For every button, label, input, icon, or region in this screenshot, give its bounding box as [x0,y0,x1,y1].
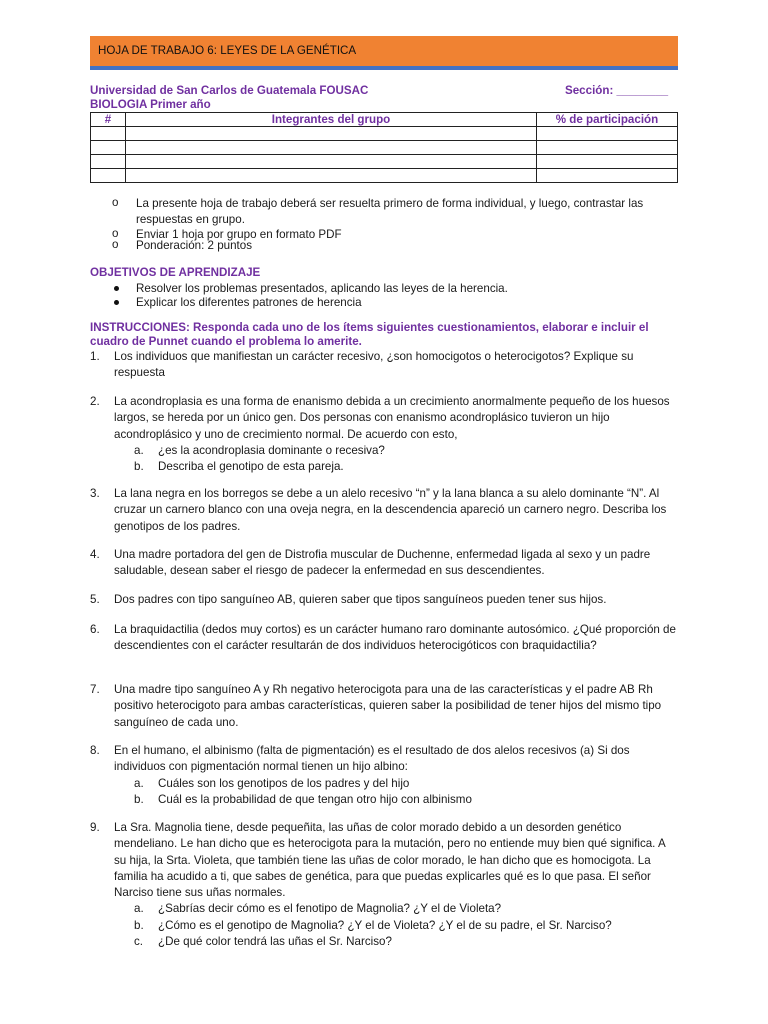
question-text: La Sra. Magnolia tiene, desde pequeñita, las uñas de color morado debido a un desorden genético mendeliano. Le han dicho que es heterocigota para la mutación, pero no entiende muy bien qué significa. A su hija, la Srta. Violeta, que también tiene las uñas de color morado, le han dicho que es homocigota. La familia ha acudido a ti, que sabes de genética, para que puedas explicarles qué es lo que pasa. El señor Narciso tiene sus uñas normales. [114,821,666,900]
col-participation-header: % de participación [537,113,678,127]
bullet-dot-icon [114,300,119,305]
objective-text: Explicar los diferentes patrones de herencia [136,296,362,309]
sub-item [134,459,678,475]
sub-letter: a. [134,902,144,916]
sub-text: Cuál es la probabilidad de que tengan otro hijo con albinismo [158,792,472,806]
sub-item [134,776,678,792]
question-text: Una madre tipo sanguíneo A y Rh negativo heterocigota para una de las características y el padre AB Rh positivo heterocigoto para ambas características, quieren saber la posibilidad de tener hijos del mismo tipo sanguíneo de cada uno. [114,683,662,729]
table-header-row [91,113,678,127]
question-number: 6. [90,623,100,636]
sub-text: Describa el genotipo de esta pareja. [158,460,344,474]
bullet-dot-icon [114,286,119,291]
sub-item [134,443,678,459]
question-number: 8. [90,744,100,757]
objective-text: Resolver los problemas presentados, aplicando las leyes de la herencia. [136,282,508,295]
question-text: Los individuos que manifiestan un carácter recesivo, ¿son homocigotos o heterocigotos? Explique su respuesta [114,350,634,380]
table-cell[interactable] [537,127,678,141]
question-text: La braquidactilia (dedos muy cortos) es un carácter humano raro dominante autosómico. ¿Qué proporción de descendientes con el carácter resultarán de dos individuos heterocigóticos con braquidactilia? [114,623,676,653]
question-number: 5. [90,593,100,606]
question-number: 1. [90,350,100,363]
note-text: Ponderación: 2 puntos [136,239,253,252]
table-row [91,155,678,169]
table-cell[interactable] [91,169,126,183]
sub-letter: a. [134,776,144,790]
question-text: En el humano, el albinismo (falta de pigmentación) es el resultado de dos alelos recesivos (a) Si dos individuos con pigmentación normal tienen un hijo albino: [114,744,630,774]
table-cell[interactable] [126,141,537,155]
sub-item [134,901,678,917]
sub-item [134,918,678,934]
sub-letter: a. [134,443,144,457]
question-number: 2. [90,395,100,408]
question-number: 3. [90,487,100,500]
col-members-header: Integrantes del grupo [126,113,537,127]
table-row [91,169,678,183]
course-name: BIOLOGIA Primer año [90,98,211,111]
table-cell[interactable] [537,141,678,155]
table-row [91,127,678,141]
note-text: Enviar 1 hoja por grupo en formato PDF [136,228,342,241]
sub-letter: b. [134,460,144,474]
instructions-line-1: INSTRUCCIONES: Responda cada uno de los ítems siguientes cuestionamientos, elaborar e incluir el [90,321,649,334]
table-cell[interactable] [537,155,678,169]
table-cell[interactable] [126,155,537,169]
section-field: Sección: ________ [565,84,669,97]
table-cell[interactable] [91,141,126,155]
question-text: Una madre portadora del gen de Distrofia muscular de Duchenne, enfermedad ligada al sexo y un padre saludable, desean saber el riesgo de padecer la enfermedad en sus descendientes. [114,548,651,578]
table-cell[interactable] [126,169,537,183]
sub-text: ¿es la acondroplasia dominante o recesiva? [158,443,385,457]
table-cell[interactable] [537,169,678,183]
sub-letter: c. [134,935,144,949]
circle-bullet-icon: o [112,227,119,240]
question-number: 7. [90,683,100,696]
question-number: 4. [90,548,100,561]
university-name: Universidad de San Carlos de Guatemala FOUSAC [90,84,369,97]
table-cell[interactable] [91,127,126,141]
sub-text: ¿De qué color tendrá las uñas el Sr. Narciso? [158,935,392,949]
group-members-table [90,112,678,183]
sub-text: ¿Sabrías decir cómo es el fenotipo de Magnolia? ¿Y el de Violeta? [158,902,502,916]
question-text: La acondroplasia es una forma de enanismo debida a un crecimiento anormalmente pequeño de los huesos largos, se hereda por un único gen. Dos personas con enanismo acondroplásico tuvieron un hijo acondroplásico y uno de crecimiento normal. De acuerdo con esto, [114,395,670,441]
question-number: 9. [90,821,100,834]
sub-text: ¿Cómo es el genotipo de Magnolia? ¿Y el de Violeta? ¿Y el de su padre, el Sr. Narciso? [158,918,612,932]
sub-letter: b. [134,918,144,932]
question-text: Dos padres con tipo sanguíneo AB, quieren saber que tipos sanguíneos pueden tener sus hijos. [114,593,607,606]
note-text: La presente hoja de trabajo deberá ser resuelta primero de forma individual, y luego, contrastar las respuestas en grupo. [136,197,644,226]
header-banner [90,36,678,70]
worksheet-title: HOJA DE TRABAJO 6: LEYES DE LA GENÉTICA [98,44,357,57]
table-row [91,141,678,155]
sub-letter: b. [134,792,144,806]
instructions-line-2: cuadro de Punnet cuando el problema lo amerite. [90,335,362,348]
col-number-header: # [91,113,126,127]
sub-item [134,792,678,808]
objectives-title: OBJETIVOS DE APRENDIZAJE [90,266,261,279]
table-cell[interactable] [91,155,126,169]
table-cell[interactable] [126,127,537,141]
sub-item [134,934,678,950]
sub-text: Cuáles son los genotipos de los padres y del hijo [158,776,410,790]
question-text: La lana negra en los borregos se debe a un alelo recesivo “n” y la lana blanca a su alelo dominante “N”. Al cruzar un carnero blanco con una oveja negra, en la descendencia apareció un carnero negro. Describa los genotipos de los padres. [114,487,667,533]
circle-bullet-icon: o [112,238,119,251]
circle-bullet-icon: o [112,196,119,209]
